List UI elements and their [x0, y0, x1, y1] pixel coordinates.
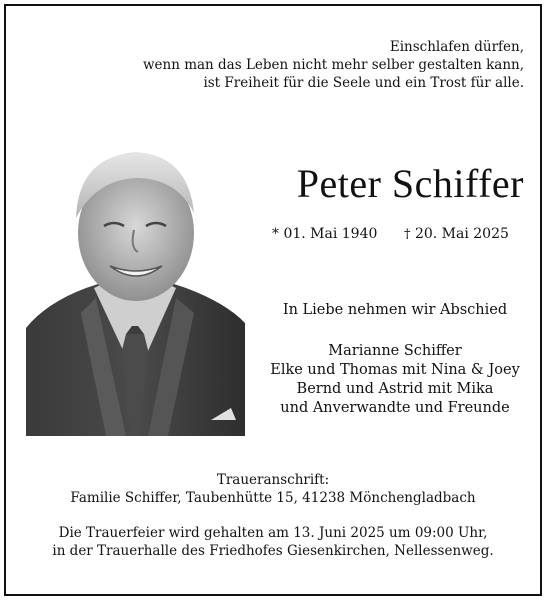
cross-icon: †	[404, 227, 411, 242]
birth-date: * 01. Mai 1940	[272, 226, 378, 242]
deceased-name: Peter Schiffer	[296, 161, 524, 206]
family-list	[250, 342, 540, 418]
quote-line: Einschlafen dürfen,	[389, 39, 524, 55]
family-member: Marianne Schiffer	[328, 343, 462, 359]
ceremony-line: Die Trauerfeier wird gehalten am 13. Juni 2025 um 09:00 Uhr,	[58, 525, 488, 541]
farewell-line: In Liebe nehmen wir Abschied	[282, 302, 508, 318]
family-member: Bernd und Astrid mit Mika	[296, 381, 494, 397]
portrait-illustration	[26, 138, 245, 436]
mourning-address	[4, 471, 542, 507]
portrait-photo	[26, 138, 245, 436]
ceremony-line: in der Trauerhalle des Friedhofes Giesenkirchen, Nellessenweg.	[52, 543, 494, 559]
quote-line: ist Freiheit für die Seele und ein Trost für alle.	[203, 75, 524, 91]
death-date: 20. Mai 2025	[414, 226, 509, 242]
quote-line: wenn man das Leben nicht mehr selber gestalten kann,	[142, 57, 524, 73]
ceremony-info	[4, 524, 542, 560]
family-member: und Anverwandte und Freunde	[280, 400, 510, 416]
death-date-line	[404, 226, 509, 242]
mourning-address-label: Traueranschrift:	[216, 472, 330, 488]
family-member: Elke und Thomas mit Nina & Joey	[270, 362, 520, 378]
mourning-address-text: Familie Schiffer, Taubenhütte 15, 41238 Mönchengladbach	[70, 490, 476, 506]
memorial-quote	[104, 38, 524, 92]
